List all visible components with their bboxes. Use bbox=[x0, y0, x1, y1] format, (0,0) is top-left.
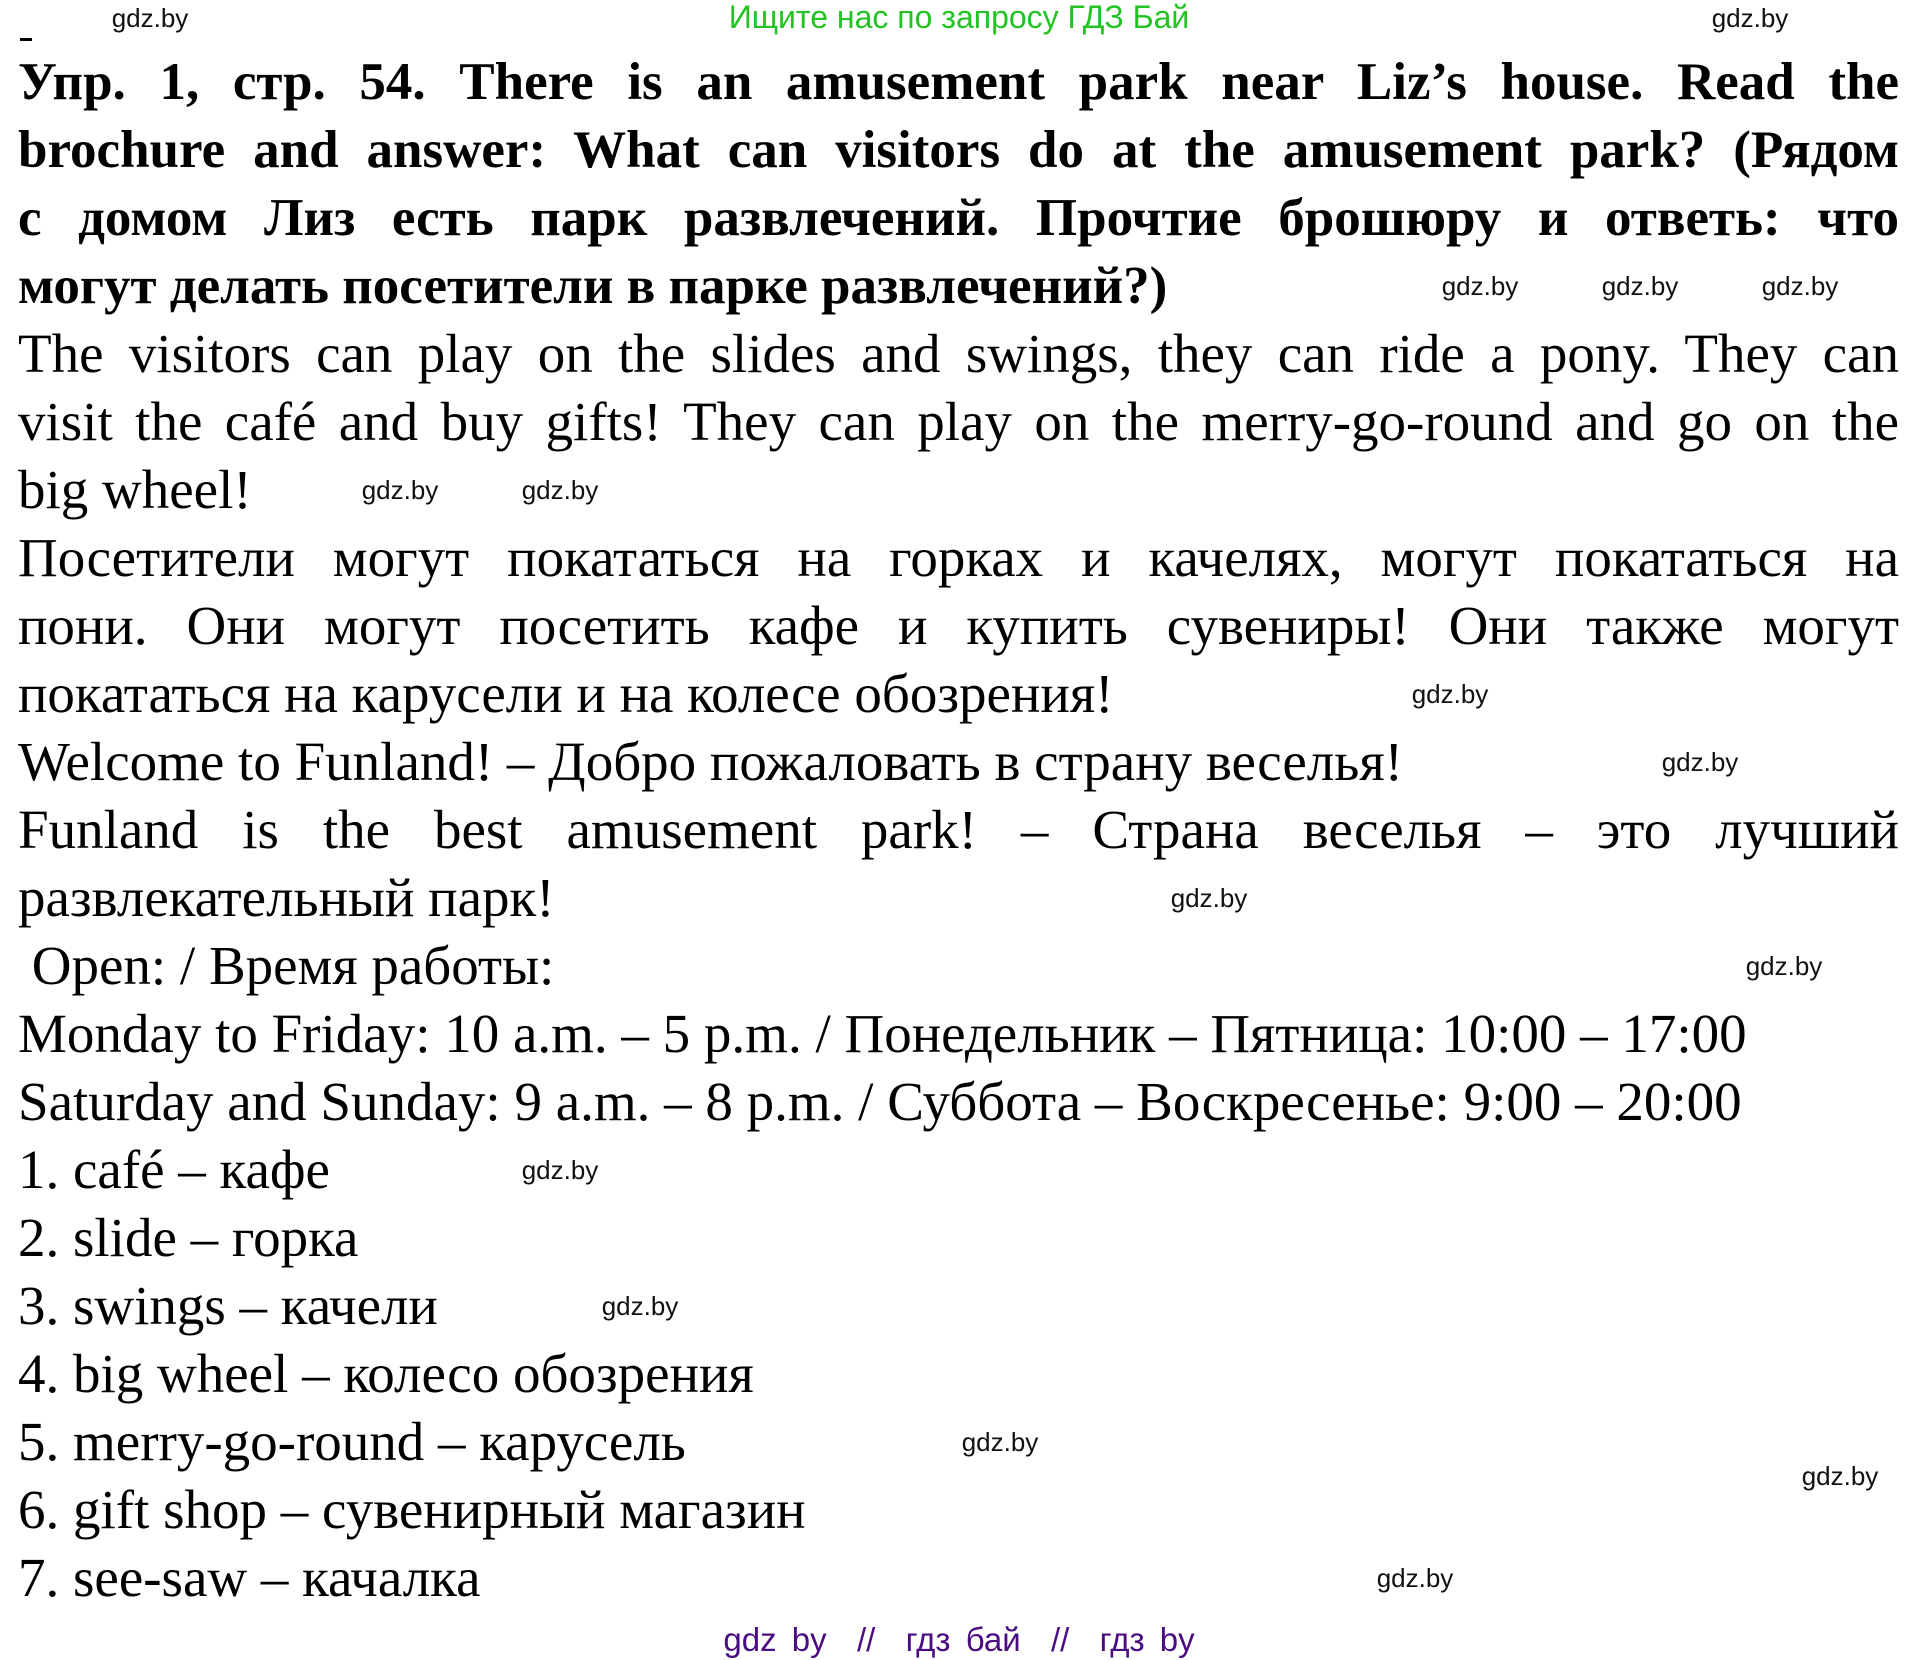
dash-mark bbox=[20, 38, 32, 41]
brochure-line: Monday to Friday: 10 a.m. – 5 p.m. / Понедельник – Пятница: 10:00 – 17:00 bbox=[18, 1003, 1747, 1064]
vocab-item: 2. slide – горка bbox=[18, 1207, 359, 1268]
brochure-line: Welcome to Funland! – Добро пожаловать в страну веселья! bbox=[18, 731, 1403, 792]
search-banner[interactable]: Ищите нас по запросу ГДЗ Бай bbox=[728, 0, 1190, 35]
title-line: Упр. 1, стр. 54. There is an amusement park near Liz’s house. Read the bbox=[18, 53, 1899, 111]
watermark: gdz.by bbox=[1170, 883, 1248, 913]
vocab-item: 7. see-saw – качалка bbox=[18, 1547, 481, 1608]
vocab-item: 6. gift shop – сувенирный магазин bbox=[18, 1479, 806, 1540]
vocab-item: 4. big wheel – колесо обозрения bbox=[18, 1343, 754, 1404]
vocab-item: 1. café – кафе bbox=[18, 1139, 330, 1200]
vocab-item: 3. swings – качели bbox=[18, 1275, 438, 1336]
watermark: gdz.by bbox=[1601, 271, 1679, 301]
watermark: gdz.by bbox=[1801, 1461, 1879, 1491]
title-line: с домом Лиз есть парк развлечений. Прочтие брошюру и ответь: что bbox=[18, 189, 1899, 247]
vocab-item: 5. merry-go-round – карусель bbox=[18, 1411, 686, 1472]
title-line: brochure and answer: What can visitors do at the amusement park? (Рядом bbox=[18, 121, 1899, 179]
brochure-line: Open: / Время работы: bbox=[18, 935, 555, 996]
watermark: gdz.by bbox=[521, 1155, 599, 1185]
answer-ru-line: Посетители могут покататься на горках и качелях, могут покататься на bbox=[18, 527, 1899, 588]
watermark: gdz.by bbox=[1441, 271, 1519, 301]
watermark: gdz.by bbox=[111, 3, 189, 33]
watermark: gdz.by bbox=[1411, 679, 1489, 709]
answer-en-line: The visitors can play on the slides and swings, they can ride a pony. They can bbox=[18, 323, 1899, 384]
watermark: gdz.by bbox=[1376, 1563, 1454, 1593]
footer-links[interactable]: gdz by // гдз бай // гдз by bbox=[723, 1621, 1195, 1658]
watermark: gdz.by bbox=[601, 1291, 679, 1321]
watermark: gdz.by bbox=[521, 475, 599, 505]
title-line: могут делать посетители в парке развлечений?) bbox=[18, 257, 1168, 315]
answer-ru-line: пони. Они могут посетить кафе и купить сувениры! Они также могут bbox=[18, 595, 1899, 656]
watermark: gdz.by bbox=[1745, 951, 1823, 981]
watermark: gdz.by bbox=[361, 475, 439, 505]
watermark: gdz.by bbox=[1761, 271, 1839, 301]
answer-en-line: big wheel! bbox=[18, 459, 252, 520]
brochure-line: развлекательный парк! bbox=[18, 867, 555, 928]
brochure-line: Saturday and Sunday: 9 a.m. – 8 p.m. / Суббота – Воскресенье: 9:00 – 20:00 bbox=[18, 1071, 1742, 1132]
answer-en-line: visit the café and buy gifts! They can play on the merry-go-round and go on the bbox=[18, 391, 1899, 452]
brochure-line: Funland is the best amusement park! – Страна веселья – это лучший bbox=[18, 799, 1899, 860]
watermark: gdz.by bbox=[1661, 747, 1739, 777]
watermark: gdz.by bbox=[961, 1427, 1039, 1457]
watermark: gdz.by bbox=[1711, 3, 1789, 33]
answer-ru-line: покататься на карусели и на колесе обозрения! bbox=[18, 663, 1114, 724]
